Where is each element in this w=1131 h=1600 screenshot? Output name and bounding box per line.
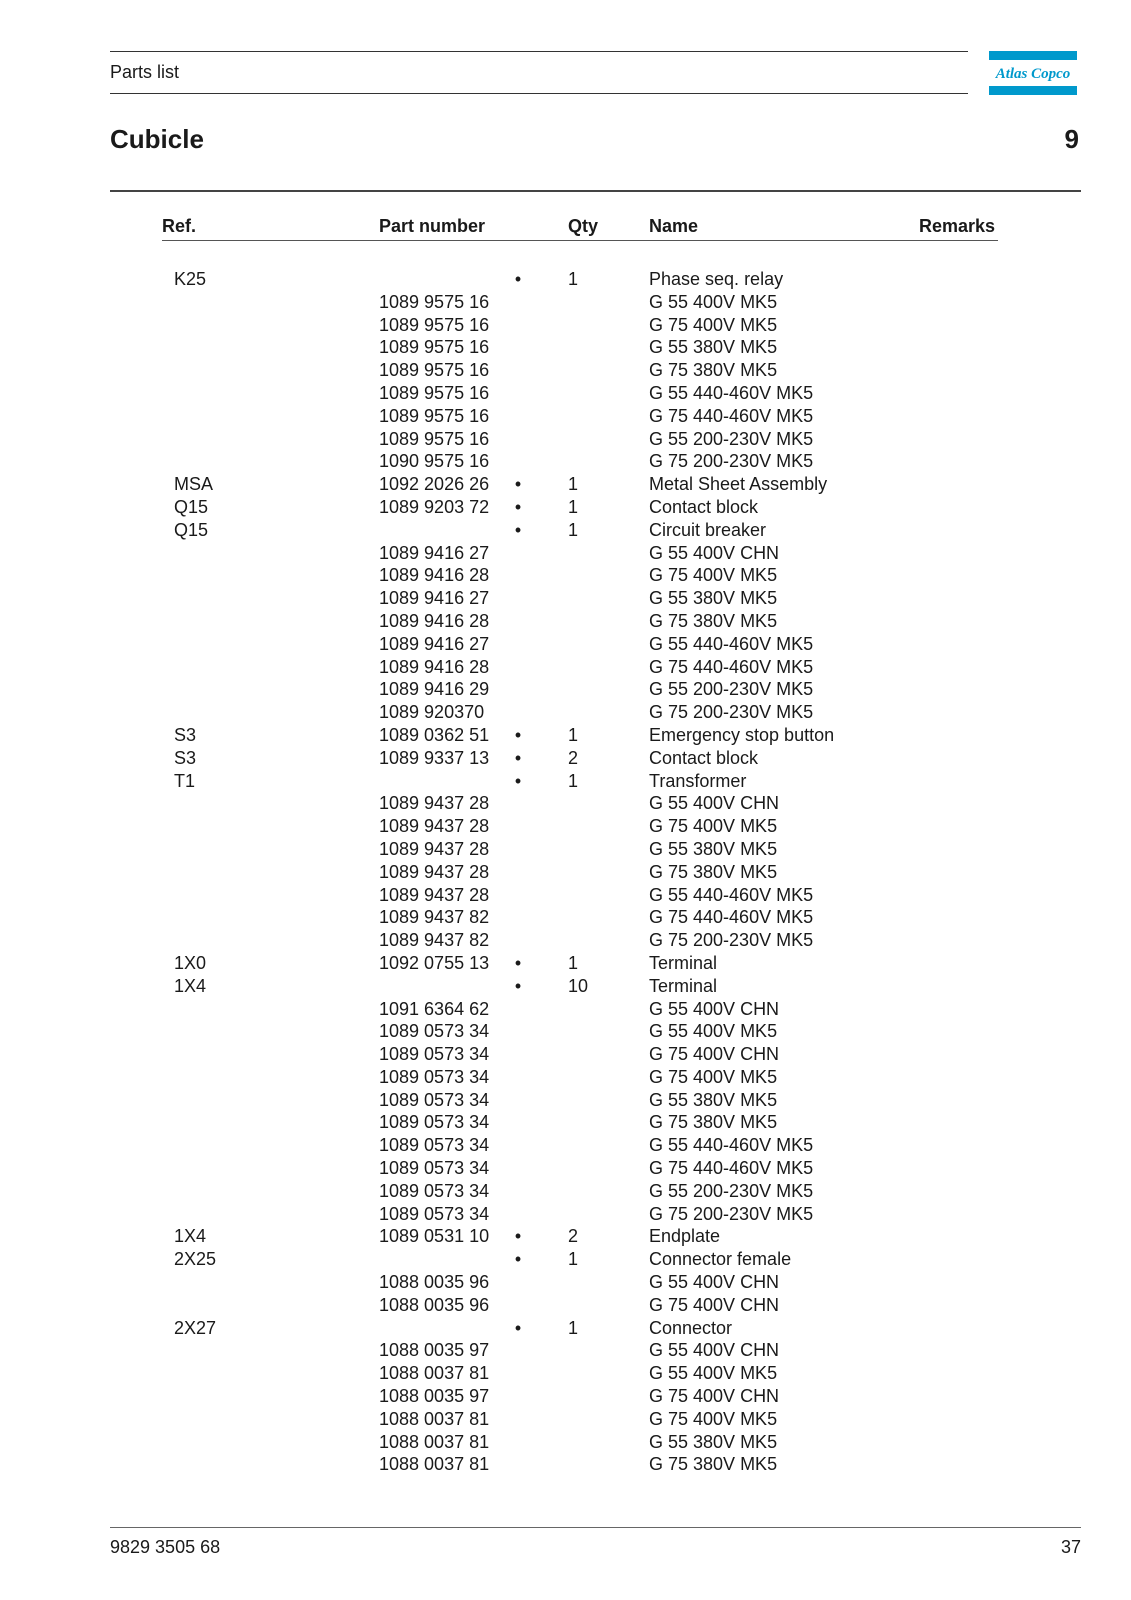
cell-name: G 75 400V MK5 bbox=[649, 565, 778, 586]
cell-ref: 1X0 bbox=[174, 952, 207, 973]
cell-ref: K25 bbox=[174, 269, 207, 289]
cell-name: Contact block bbox=[649, 747, 759, 768]
cell-part-number: 1089 9416 28 bbox=[379, 610, 490, 631]
cell-qty: 1 bbox=[568, 496, 579, 517]
cell-bullet: • bbox=[514, 952, 522, 973]
cell-name: G 55 400V CHN bbox=[649, 542, 780, 563]
cell-part-number: 1089 9575 16 bbox=[379, 405, 490, 426]
cell-name: G 75 440-460V MK5 bbox=[649, 907, 814, 928]
cell-name: G 75 380V MK5 bbox=[649, 360, 778, 381]
cell-ref: T1 bbox=[174, 770, 196, 791]
cell-part-number: 1089 0573 34 bbox=[379, 1044, 490, 1065]
cell-part-number: 1089 9437 28 bbox=[379, 838, 490, 859]
cell-bullet: • bbox=[514, 1226, 522, 1247]
col-header-remarks: Remarks bbox=[919, 216, 996, 236]
cell-ref: Q15 bbox=[174, 519, 209, 540]
table-row bbox=[0, 610, 1131, 633]
parts-table bbox=[0, 268, 1131, 1476]
page-number: 37 bbox=[1060, 1537, 1081, 1557]
table-row bbox=[0, 291, 1131, 314]
table-row bbox=[0, 428, 1131, 451]
cell-ref: Q15 bbox=[174, 496, 209, 517]
table-row bbox=[0, 314, 1131, 337]
table-row bbox=[0, 1294, 1131, 1317]
cell-name: G 75 200-230V MK5 bbox=[649, 1203, 814, 1224]
cell-part-number: 1089 0573 34 bbox=[379, 1180, 490, 1201]
cell-part-number: 1089 9575 16 bbox=[379, 291, 490, 312]
table-row bbox=[0, 473, 1131, 496]
cell-qty: 1 bbox=[568, 952, 579, 973]
cell-name: G 55 400V CHN bbox=[649, 793, 780, 814]
header-bottom-rule bbox=[110, 93, 968, 94]
atlas-copco-logo bbox=[989, 51, 1077, 95]
table-row bbox=[0, 1180, 1131, 1203]
document-number: 9829 3505 68 bbox=[110, 1537, 221, 1557]
table-row bbox=[0, 564, 1131, 587]
table-row bbox=[0, 656, 1131, 679]
cell-name: G 55 440-460V MK5 bbox=[649, 382, 814, 403]
cell-name: G 75 400V CHN bbox=[649, 1044, 780, 1065]
cell-name: Terminal bbox=[649, 952, 718, 973]
cell-name: G 55 200-230V MK5 bbox=[649, 428, 814, 449]
cell-name: G 75 400V CHN bbox=[649, 1386, 780, 1407]
table-row bbox=[0, 496, 1131, 519]
cell-name: G 75 400V MK5 bbox=[649, 1066, 778, 1087]
section-title: Cubicle bbox=[110, 124, 204, 154]
cell-part-number: 1088 0037 81 bbox=[379, 1363, 490, 1384]
cell-part-number: 1089 9416 27 bbox=[379, 633, 490, 654]
cell-name: G 75 400V MK5 bbox=[649, 816, 778, 837]
cell-part-number: 1092 2026 26 bbox=[379, 474, 490, 495]
table-row bbox=[0, 405, 1131, 428]
table-row bbox=[0, 1043, 1131, 1066]
cell-name: Connector female bbox=[649, 1249, 792, 1270]
cell-part-number: 1088 0035 96 bbox=[379, 1272, 490, 1293]
table-row bbox=[0, 633, 1131, 656]
cell-part-number: 1089 9437 82 bbox=[379, 907, 490, 928]
cell-part-number: 1089 0573 34 bbox=[379, 1021, 490, 1042]
cell-part-number: 1092 0755 13 bbox=[379, 952, 490, 973]
cell-bullet: • bbox=[514, 1317, 522, 1338]
cell-part-number: 1089 9416 29 bbox=[379, 679, 490, 700]
table-row bbox=[0, 1339, 1131, 1362]
table-row bbox=[0, 929, 1131, 952]
section-number: 9 bbox=[1064, 124, 1079, 154]
cell-name: G 75 400V MK5 bbox=[649, 314, 778, 335]
cell-ref: 2X27 bbox=[174, 1317, 217, 1338]
cell-qty: 1 bbox=[568, 724, 579, 745]
table-row bbox=[0, 587, 1131, 610]
cell-qty: 1 bbox=[568, 1317, 579, 1338]
cell-name: G 55 380V MK5 bbox=[649, 337, 778, 358]
cell-qty: 1 bbox=[568, 770, 579, 791]
title-rule bbox=[110, 190, 1081, 192]
cell-name: G 55 380V MK5 bbox=[649, 838, 778, 859]
cell-name: G 55 400V MK5 bbox=[649, 1363, 778, 1384]
cell-bullet: • bbox=[514, 770, 522, 791]
cell-name: G 55 380V MK5 bbox=[649, 1089, 778, 1110]
cell-bullet: • bbox=[514, 975, 522, 996]
cell-name: G 75 440-460V MK5 bbox=[649, 405, 814, 426]
cell-part-number: 1089 0573 34 bbox=[379, 1158, 490, 1179]
cell-name: G 55 400V CHN bbox=[649, 1272, 780, 1293]
cell-qty: 1 bbox=[568, 269, 579, 289]
cell-part-number: 1089 9437 28 bbox=[379, 861, 490, 882]
cell-part-number: 1088 0035 97 bbox=[379, 1340, 490, 1361]
cell-name: Metal Sheet Assembly bbox=[649, 474, 828, 495]
table-row bbox=[0, 747, 1131, 770]
table-row bbox=[0, 724, 1131, 747]
logo-top-bar bbox=[989, 51, 1077, 60]
cell-part-number: 1089 9437 28 bbox=[379, 816, 490, 837]
cell-name: G 55 400V CHN bbox=[649, 1340, 780, 1361]
table-header bbox=[0, 216, 1131, 242]
cell-name: G 55 400V MK5 bbox=[649, 1021, 778, 1042]
footer-rule bbox=[110, 1527, 1081, 1528]
header-label: Parts list bbox=[110, 62, 180, 82]
col-header-part-number: Part number bbox=[379, 216, 486, 236]
table-row bbox=[0, 884, 1131, 907]
cell-name: G 75 380V MK5 bbox=[649, 1454, 778, 1475]
cell-ref: 1X4 bbox=[174, 1226, 207, 1247]
cell-qty: 1 bbox=[568, 519, 579, 540]
table-row bbox=[0, 1089, 1131, 1112]
table-row bbox=[0, 1111, 1131, 1134]
table-row bbox=[0, 701, 1131, 724]
logo-text: Atlas Copco bbox=[995, 66, 1071, 82]
table-row bbox=[0, 1248, 1131, 1271]
cell-bullet: • bbox=[514, 747, 522, 768]
table-row bbox=[0, 1066, 1131, 1089]
cell-name: G 75 380V MK5 bbox=[649, 861, 778, 882]
cell-name: Endplate bbox=[649, 1226, 721, 1247]
cell-part-number: 1089 9337 13 bbox=[379, 747, 490, 768]
cell-part-number: 1089 0531 10 bbox=[379, 1226, 490, 1247]
cell-part-number: 1088 0037 81 bbox=[379, 1431, 490, 1452]
table-row bbox=[0, 1020, 1131, 1043]
cell-part-number: 1089 0573 34 bbox=[379, 1112, 490, 1133]
cell-part-number: 1089 9575 16 bbox=[379, 428, 490, 449]
table-row bbox=[0, 359, 1131, 382]
cell-name: Terminal bbox=[649, 975, 718, 996]
table-row bbox=[0, 1453, 1131, 1476]
table-row bbox=[0, 952, 1131, 975]
cell-part-number: 1091 6364 62 bbox=[379, 998, 490, 1019]
table-row bbox=[0, 1225, 1131, 1248]
logo-bottom-bar bbox=[989, 86, 1077, 95]
cell-part-number: 1088 0037 81 bbox=[379, 1454, 490, 1475]
cell-part-number: 1089 9416 27 bbox=[379, 588, 490, 609]
cell-qty: 2 bbox=[568, 1226, 579, 1247]
cell-bullet: • bbox=[514, 519, 522, 540]
table-row bbox=[0, 861, 1131, 884]
table-row bbox=[0, 838, 1131, 861]
table-row bbox=[0, 1271, 1131, 1294]
table-row bbox=[0, 678, 1131, 701]
cell-name: G 75 440-460V MK5 bbox=[649, 1158, 814, 1179]
cell-name: G 75 200-230V MK5 bbox=[649, 451, 814, 472]
table-row bbox=[0, 998, 1131, 1021]
table-row bbox=[0, 542, 1131, 565]
cell-part-number: 1089 9575 16 bbox=[379, 314, 490, 335]
cell-part-number: 1089 0573 34 bbox=[379, 1203, 490, 1224]
cell-name: G 55 200-230V MK5 bbox=[649, 1180, 814, 1201]
cell-part-number: 1089 0573 34 bbox=[379, 1066, 490, 1087]
cell-bullet: • bbox=[514, 269, 522, 289]
cell-part-number: 1089 9575 16 bbox=[379, 337, 490, 358]
table-row bbox=[0, 815, 1131, 838]
col-header-qty: Qty bbox=[568, 216, 599, 236]
cell-ref: 2X25 bbox=[174, 1249, 217, 1270]
cell-name: G 55 380V MK5 bbox=[649, 1431, 778, 1452]
cell-part-number: 1089 9416 27 bbox=[379, 542, 490, 563]
table-row bbox=[0, 1362, 1131, 1385]
cell-name: Connector bbox=[649, 1317, 733, 1338]
cell-part-number: 1088 0035 96 bbox=[379, 1294, 490, 1315]
cell-part-number: 1089 9203 72 bbox=[379, 496, 490, 517]
table-row bbox=[0, 382, 1131, 405]
table-row bbox=[0, 336, 1131, 359]
table-row bbox=[0, 268, 1131, 291]
cell-name: Transformer bbox=[649, 770, 747, 791]
table-row bbox=[0, 1431, 1131, 1454]
cell-part-number: 1089 9416 28 bbox=[379, 565, 490, 586]
col-header-ref: Ref. bbox=[162, 216, 197, 236]
cell-ref: S3 bbox=[174, 724, 197, 745]
cell-name: G 55 380V MK5 bbox=[649, 588, 778, 609]
table-row bbox=[0, 450, 1131, 473]
cell-part-number: 1089 9416 28 bbox=[379, 656, 490, 677]
cell-part-number: 1089 9575 16 bbox=[379, 360, 490, 381]
table-row bbox=[0, 1203, 1131, 1226]
table-row bbox=[0, 1385, 1131, 1408]
table-row bbox=[0, 792, 1131, 815]
table-row bbox=[0, 1317, 1131, 1340]
cell-ref: MSA bbox=[174, 474, 214, 495]
cell-part-number: 1089 9437 28 bbox=[379, 884, 490, 905]
cell-bullet: • bbox=[514, 496, 522, 517]
cell-name: G 75 400V CHN bbox=[649, 1294, 780, 1315]
cell-part-number: 1090 9575 16 bbox=[379, 451, 490, 472]
table-row bbox=[0, 519, 1131, 542]
cell-name: Emergency stop button bbox=[649, 724, 835, 745]
cell-part-number: 1089 0362 51 bbox=[379, 724, 490, 745]
table-header-rule bbox=[162, 240, 998, 241]
cell-qty: 10 bbox=[568, 975, 589, 996]
cell-bullet: • bbox=[514, 474, 522, 495]
cell-name: G 55 200-230V MK5 bbox=[649, 679, 814, 700]
cell-qty: 2 bbox=[568, 747, 579, 768]
cell-name: G 55 440-460V MK5 bbox=[649, 633, 814, 654]
cell-qty: 1 bbox=[568, 474, 579, 495]
cell-name: Circuit breaker bbox=[649, 519, 767, 540]
cell-part-number: 1088 0035 97 bbox=[379, 1386, 490, 1407]
cell-name: G 55 440-460V MK5 bbox=[649, 1135, 814, 1156]
table-row bbox=[0, 770, 1131, 793]
cell-part-number: 1089 9575 16 bbox=[379, 382, 490, 403]
cell-part-number: 1089 9437 82 bbox=[379, 930, 490, 951]
cell-name: G 75 380V MK5 bbox=[649, 610, 778, 631]
cell-name: G 75 440-460V MK5 bbox=[649, 656, 814, 677]
cell-bullet: • bbox=[514, 1249, 522, 1270]
cell-part-number: 1089 920370 bbox=[379, 702, 485, 723]
cell-ref: 1X4 bbox=[174, 975, 207, 996]
cell-bullet: • bbox=[514, 724, 522, 745]
table-row bbox=[0, 1134, 1131, 1157]
cell-name: G 75 400V MK5 bbox=[649, 1408, 778, 1429]
cell-part-number: 1089 0573 34 bbox=[379, 1089, 490, 1110]
cell-name: Contact block bbox=[649, 496, 759, 517]
cell-name: G 75 380V MK5 bbox=[649, 1112, 778, 1133]
cell-qty: 1 bbox=[568, 1249, 579, 1270]
col-header-name: Name bbox=[649, 216, 699, 236]
table-row bbox=[0, 1157, 1131, 1180]
cell-name: Phase seq. relay bbox=[649, 269, 784, 289]
cell-ref: S3 bbox=[174, 747, 197, 768]
cell-part-number: 1089 0573 34 bbox=[379, 1135, 490, 1156]
cell-name: G 55 400V CHN bbox=[649, 998, 780, 1019]
cell-name: G 75 200-230V MK5 bbox=[649, 702, 814, 723]
table-row bbox=[0, 1408, 1131, 1431]
cell-part-number: 1089 9437 28 bbox=[379, 793, 490, 814]
cell-name: G 75 200-230V MK5 bbox=[649, 930, 814, 951]
header-top-rule bbox=[110, 51, 968, 52]
cell-name: G 55 440-460V MK5 bbox=[649, 884, 814, 905]
cell-part-number: 1088 0037 81 bbox=[379, 1408, 490, 1429]
cell-name: G 55 400V MK5 bbox=[649, 291, 778, 312]
table-row bbox=[0, 906, 1131, 929]
table-row bbox=[0, 975, 1131, 998]
